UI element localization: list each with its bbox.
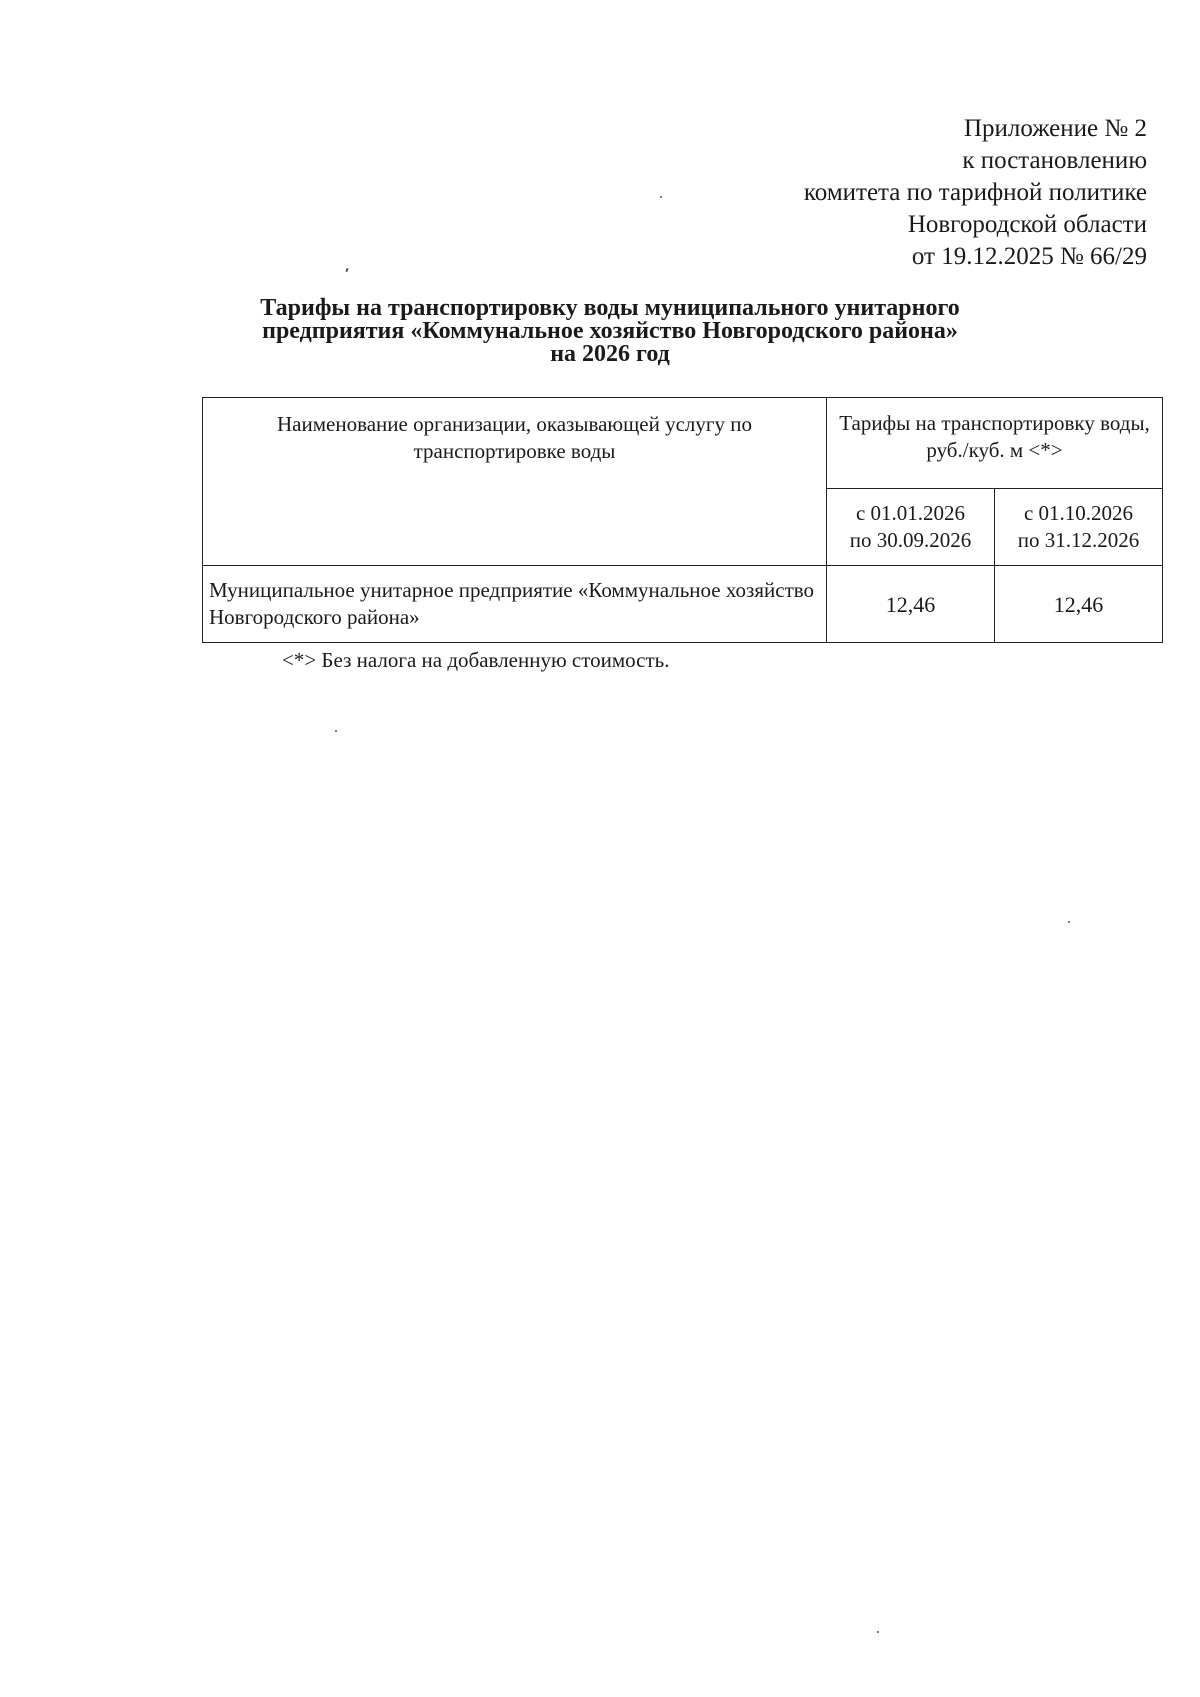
header-tariffs: Тарифы на транспортировку воды, руб./куб. м <*>	[827, 398, 1163, 489]
scan-speck	[335, 730, 337, 732]
cell-tariff-period-2: 12,46	[995, 566, 1163, 643]
cell-organization: Муниципальное унитарное предприятие «Коммунальное хозяйство Новгородского района»	[203, 566, 827, 643]
title-line-1: Тарифы на транспортировку воды муниципального унитарного	[260, 295, 960, 321]
table-header-row	[203, 398, 1163, 489]
appendix-block	[804, 113, 1147, 273]
scan-speck	[877, 1631, 879, 1633]
scan-speck	[1068, 921, 1070, 923]
scan-speck	[345, 268, 349, 272]
scan-speck	[660, 196, 662, 198]
header-organization: Наименование организации, оказывающей услугу по транспортировке воды	[203, 398, 827, 566]
cell-tariff-period-1: 12,46	[827, 566, 995, 643]
table-row	[203, 566, 1163, 643]
period-2-from: с 01.10.2026	[1023, 501, 1134, 525]
appendix-committee: комитета по тарифной политике	[803, 179, 1147, 206]
appendix-resolution: к постановлению	[962, 147, 1147, 174]
title-line-3: на 2026 год	[550, 341, 670, 367]
period-1-from: с 01.01.2026	[855, 501, 966, 525]
header-period-1	[827, 489, 995, 566]
period-1-to: по 30.09.2026	[849, 528, 972, 552]
tariff-table	[202, 397, 1163, 643]
appendix-date-number: от 19.12.2025 № 66/29	[911, 243, 1147, 270]
header-period-2	[995, 489, 1163, 566]
footnote: <*> Без налога на добавленную стоимость.	[282, 648, 670, 672]
appendix-number: Приложение № 2	[963, 115, 1147, 142]
title-line-2: предприятия «Коммунальное хозяйство Новгородского района»	[262, 318, 958, 344]
period-2-to: по 31.12.2026	[1017, 528, 1140, 552]
appendix-region: Новгородской области	[907, 211, 1147, 238]
document-title	[180, 297, 1040, 366]
